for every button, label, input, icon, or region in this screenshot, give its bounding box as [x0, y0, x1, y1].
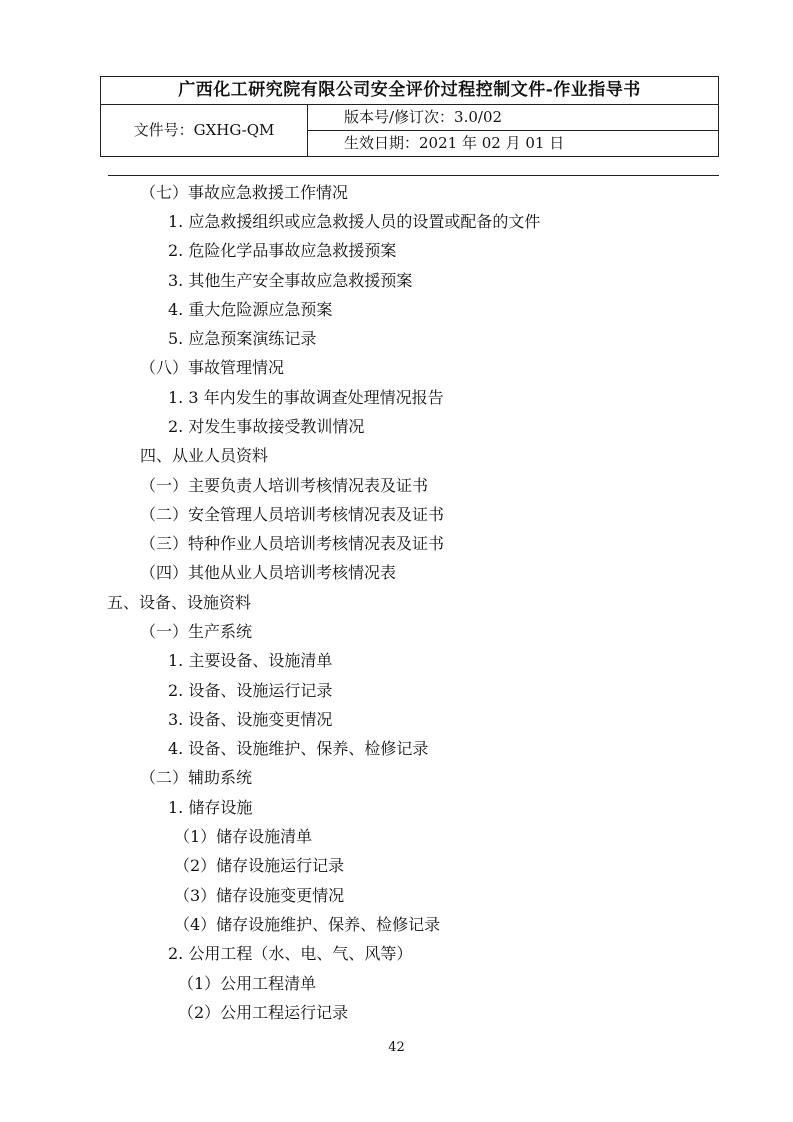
- header-divider: [108, 175, 719, 176]
- page-number: 42: [388, 1040, 405, 1055]
- list-item: （3）储存设施变更情况: [174, 886, 345, 905]
- section-heading: 五、设备、设施资料: [107, 593, 252, 612]
- list-item: 1. 储存设施: [168, 798, 253, 817]
- list-item: 4. 设备、设施维护、保养、检修记录: [168, 739, 429, 758]
- version-number: 版本号/修订次：3.0/02: [308, 105, 718, 131]
- list-item: （一）生产系统: [140, 622, 253, 641]
- document-title: 广西化工研究院有限公司安全评价过程控制文件-作业指导书: [101, 77, 718, 105]
- list-item: （1）公用工程清单: [178, 974, 317, 993]
- list-item: 5. 应急预案演练记录: [168, 329, 317, 348]
- list-item: 2. 设备、设施运行记录: [168, 681, 333, 700]
- section-heading: 四、从业人员资料: [140, 446, 269, 465]
- list-item: （2）公用工程运行记录: [178, 1003, 349, 1022]
- document-header-table: [100, 76, 719, 157]
- list-item: （4）储存设施维护、保养、检修记录: [174, 915, 441, 934]
- list-item: 3. 其他生产安全事故应急救援预案: [168, 271, 413, 290]
- list-item: （二）安全管理人员培训考核情况表及证书: [140, 505, 445, 524]
- list-item: 4. 重大危险源应急预案: [168, 300, 333, 319]
- list-item: 2. 公用工程（水、电、气、风等）: [168, 944, 413, 963]
- list-item: 1. 3 年内发生的事故调查处理情况报告: [168, 388, 444, 407]
- list-item: （七）事故应急救援工作情况: [140, 183, 349, 202]
- document-number: 文件号：GXHG-QM: [101, 105, 308, 156]
- list-item: 2. 危险化学品事故应急救援预案: [168, 241, 397, 260]
- list-item: （2）储存设施运行记录: [174, 856, 345, 875]
- list-item: 1. 应急救援组织或应急救援人员的设置或配备的文件: [168, 212, 541, 231]
- list-item: （1）储存设施清单: [174, 827, 313, 846]
- list-item: 3. 设备、设施变更情况: [168, 710, 333, 729]
- list-item: （一）主要负责人培训考核情况表及证书: [140, 476, 429, 495]
- list-item: （二）辅助系统: [140, 768, 253, 787]
- list-item: 1. 主要设备、设施清单: [168, 651, 333, 670]
- list-item: 2. 对发生事故接受教训情况: [168, 417, 365, 436]
- list-item: （三）特种作业人员培训考核情况表及证书: [140, 534, 445, 553]
- list-item: （八）事故管理情况: [140, 358, 285, 377]
- list-item: （四）其他从业人员培训考核情况表: [140, 563, 397, 582]
- effective-date: 生效日期：2021 年 02 月 01 日: [344, 134, 565, 152]
